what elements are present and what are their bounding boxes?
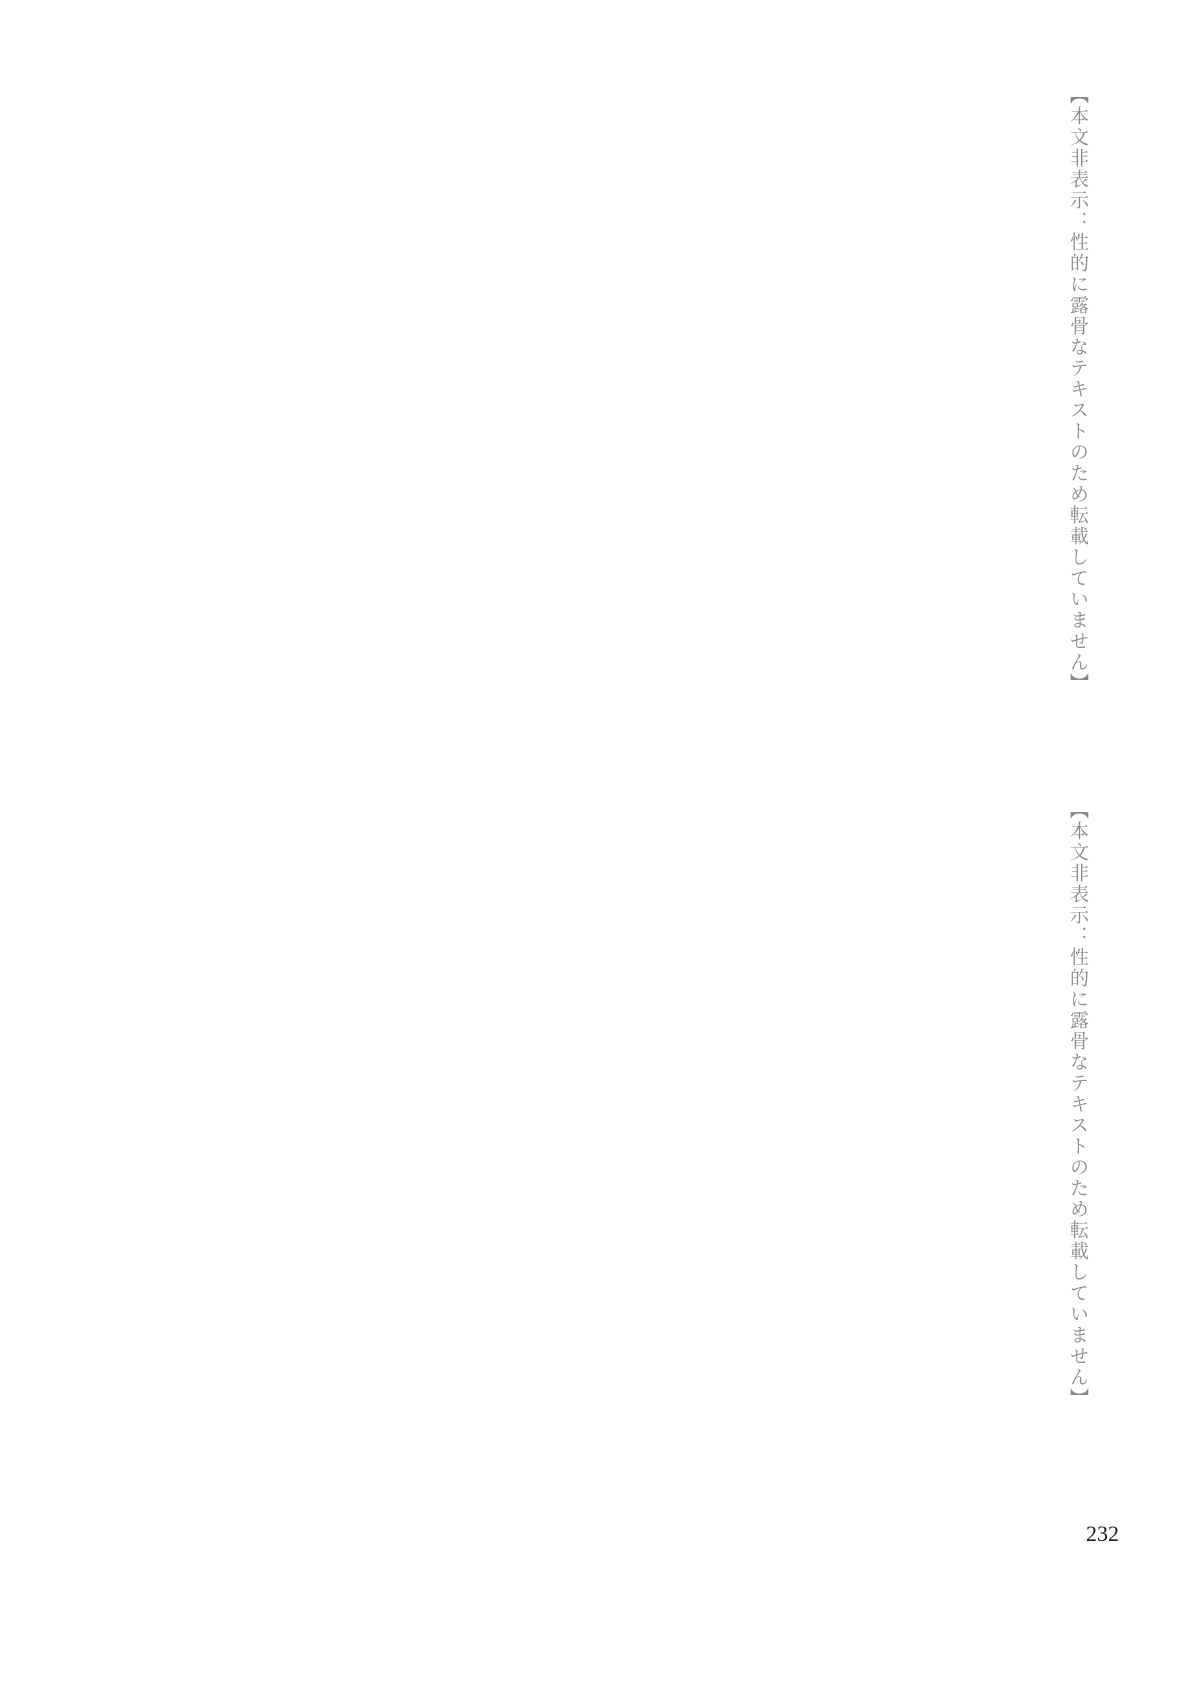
- text-band-bottom: [89, 800, 1099, 1465]
- text-band-top: [89, 85, 1099, 750]
- redacted-text-notice: 【本文非表示：性的に露骨なテキストのため転載していません】: [1067, 800, 1088, 1409]
- page-number: 232: [1086, 1521, 1119, 1546]
- redacted-text-notice: 【本文非表示：性的に露骨なテキストのため転載していません】: [1067, 85, 1088, 694]
